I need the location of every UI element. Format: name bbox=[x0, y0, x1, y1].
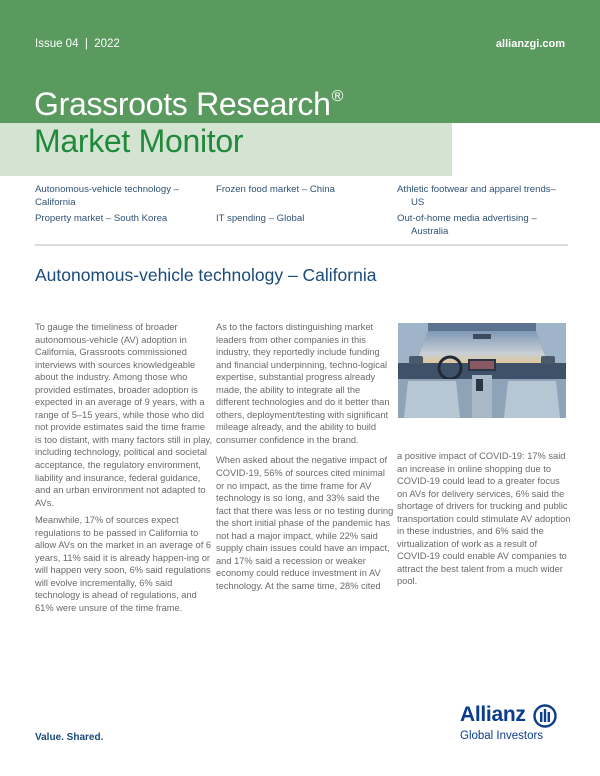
publication-title bbox=[34, 86, 343, 123]
registered-mark: ® bbox=[331, 88, 344, 105]
topic-line: Australia bbox=[411, 225, 449, 237]
divider bbox=[35, 244, 568, 246]
allianz-logo bbox=[460, 703, 570, 742]
website-link[interactable]: allianzgi.com bbox=[495, 38, 565, 50]
topic-link[interactable] bbox=[397, 213, 537, 238]
publication-subtitle: Market Monitor bbox=[34, 123, 244, 159]
topic-link[interactable] bbox=[216, 213, 304, 226]
logo-name: Allianz bbox=[460, 703, 526, 726]
topic-line: California bbox=[35, 196, 76, 208]
article-paragraph: a positive impact of COVID-19: 17% said an increase in online shopping due to COVID-19 could lead to a greater focus on AVs for delivery services, 6% said the shortage of drivers for trucking and public transportation could stimulate AV adoption in these industries, and 6% said the virtualization of work as a result of COVID-19 could enable AV companies to attract the best talent from a much wider pool. bbox=[397, 451, 571, 587]
car-interior-illustration bbox=[398, 323, 566, 418]
topic-line: Frozen food market – China bbox=[216, 184, 335, 195]
topic-line: IT spending – Global bbox=[216, 213, 305, 224]
tagline: Value. Shared. bbox=[35, 732, 104, 743]
allianz-eagle-icon bbox=[533, 704, 557, 733]
article-paragraph: As to the factors distinguishing market leaders from other companies in this industry, they reportedly include funding and financial underpinning, techno-logical expertise, substantial progress already made, the ability to integrate all the different technologies and do it better than others, deployment/testing with significant mileage already, and the ability to build consumer confidence in the brand. bbox=[216, 322, 390, 445]
article-paragraph: To gauge the timeliness of broader autonomous-vehicle (AV) adoption in California, Grassroots commissioned interviews with sources knowledgeable about the industry. Among those who provided estimates, broader adoption is expected in an average of 9 years, with a range of 5–15 years, while those who did not provide estimates said the time frame is too distant, with many factors still in play, including technology, political and societal acceptance, the regulatory environment, liability and insurance, federal guidance, and an urban environment not adapted to AVs. bbox=[35, 322, 213, 508]
article-column-3 bbox=[397, 450, 572, 593]
topic-link[interactable] bbox=[216, 184, 335, 197]
topic-link[interactable] bbox=[397, 184, 556, 209]
topic-line: US bbox=[411, 196, 425, 208]
car-interior-image bbox=[398, 323, 566, 418]
article-column-1 bbox=[35, 321, 213, 620]
topic-line: Autonomous-vehicle technology – bbox=[35, 184, 179, 195]
section-heading: Autonomous-vehicle technology – California bbox=[35, 265, 377, 285]
article-column-2 bbox=[216, 321, 394, 597]
topic-line: Athletic footwear and apparel trends– bbox=[397, 184, 556, 195]
header-banner bbox=[0, 0, 600, 123]
topic-line: Out-of-home media advertising – bbox=[397, 213, 537, 224]
issue-label: Issue 04 | 2022 bbox=[35, 38, 120, 50]
topic-link[interactable] bbox=[35, 213, 167, 226]
logo-subtitle: Global Investors bbox=[460, 730, 544, 742]
article-paragraph: Meanwhile, 17% of sources expect regulations to be passed in California to allow AVs on the market in an average of 6 years, 11% said it is already happen-ing or will happen very soon, 6% said regulations will evolve incrementally, 6% said technology is ahead of regulations, and 61% were unsure of the time frame. bbox=[35, 515, 212, 614]
topic-link[interactable] bbox=[35, 184, 179, 209]
topic-line: Property market – South Korea bbox=[35, 213, 168, 224]
publication-title-text: Grassroots Research bbox=[34, 86, 331, 122]
article-paragraph: When asked about the negative impact of COVID-19, 56% of sources cited minimal or no impact, as the time frame for AV technology is so long, and 33% said the fact that there was less or no testing during the short initial phase of the pandemic has not had a major impact, while 22% said supply chain issues could have an impact, and 17% said a recession or weaker economy could reduce investment in AV technology. At the same time, 28% cited bbox=[216, 455, 394, 591]
